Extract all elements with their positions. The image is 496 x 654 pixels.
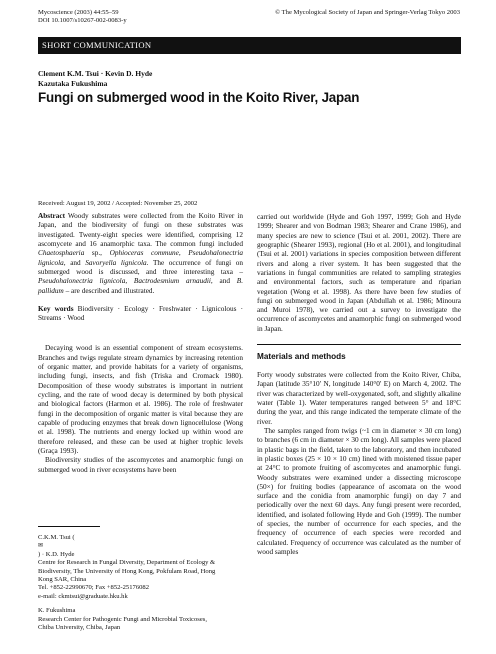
author-name: C.K.M. Tsui ( [38,534,75,541]
intro-paragraph-1: Decaying wood is an essential component of stream ecosystems. Branches and twigs regulate stream dynamics by increasing retention of organic matter, and provide habitats for a variety of organisms, including fungi, insects, and fish (Triska and Cromack 1980). Decomposition of these woody substrates is important in nutrient cycling, and the rate of wood decay is determined by both physical and biological factors (Harmon et al. 1986). The role of freshwater fungi in the decomposition of organic matter is vital because they are capable of producing enzymes that break down lignocellulose (Wong et al. 1998). The nutrients and energy locked up within wood are therefore released, and these can be used at higher trophic levels (Graça 1993). [38,344,243,455]
taxon-name: Ophioceras commune [109,249,179,258]
article-title: Fungi on submerged wood in the Koito River, Japan [38,90,360,105]
abstract-text: , and [210,277,237,286]
author-name: ) · K.D. Hyde [38,550,75,558]
section-divider [257,344,461,345]
publisher-line: © The Mycological Society of Japan and Springer-Verlag Tokyo 2003 [275,9,460,16]
abstract-text: , [178,249,189,258]
journal-citation [38,9,127,26]
affiliation-1-line: Kong SAR, China [38,576,87,584]
intro-continued: carried out worldwide (Hyde and Goh 1997, 1999; Goh and Hyde 1999; Shearer and von Bodman 1983; Shearer and Crane 1986), and many species are new to science (Tsui et al. 2001, 2002). There are geographic (Shearer 1993), regional (Ho et al. 2001), and longitudinal (Tsui et al. 2001) variations in species composition between different rivers and along a river system. It has been suggested that the variations in fungal communities are related to sampling strategies and environmental factors, such as temperature and riparian vegetation (Wong et al. 1998). As there have been few studies of fungi on submerged wood in Japan (Abdullah et al. 1986; Minoura and Muroi 1978), we carried out a survey to investigate the occurrence of ascomycetes and anamorphic fungi on submerged wood in Japan. [257,213,462,333]
intro-paragraph-2: Biodiversity studies of the ascomycetes and anamorphic fungi on submerged wood in river ecosystems have been [38,456,243,474]
abstract [38,212,243,296]
taxon-name: Chaetosphaeria [38,249,85,258]
taxon-name: Bactrodesmium arnaudii [133,277,211,286]
methods-heading: Materials and methods [257,352,346,362]
taxon-name: Pseudohalonectria lignicola [38,277,126,286]
keywords [38,305,243,324]
left-column [38,212,243,475]
keywords-label: Key words [38,304,74,313]
doi: DOI 10.1007/s10267-002-0083-y [38,17,127,25]
abstract-label: Abstract [38,212,65,220]
authors-line-2: Kazutaka Fukushima [38,78,108,88]
affiliation-2-name: K. Fukushima [38,607,76,615]
affiliation-2-line: Research Center for Pathogenic Fungi and Microbial Toxicoses, [38,615,207,623]
abstract-text: Woody substrates were collected from the Koito River in Japan, and the biodiversity of fungi on these substrates was investigated. Twenty-eight species were identified, comprising 12 ascomycete and 16 anamorphic taxa. The common fungi included [38,212,243,248]
taxon-name: Pseudohalonectria lignicola [38,249,243,267]
taxon-name: B. pallidum [38,277,244,295]
received-dates: Received: August 19, 2002 / Accepted: November 25, 2002 [38,200,198,207]
affiliation-1-line: Centre for Research in Fungal Diversity, Department of Ecology & [38,559,216,567]
taxon-name: Savoryella lignicola [85,258,147,267]
right-column [257,213,461,557]
affiliation-1-line: Biodiversity, The University of Hong Kong, Pokfulam Road, Hong [38,567,216,575]
keywords-text: Biodiversity · Ecology · Freshwater · Lignicolous · Streams · Wood [38,304,244,323]
envelope-icon: ✉ [38,543,44,550]
author-list [38,69,152,88]
abstract-text: – are described and illustrated. [63,286,155,295]
author-affiliations [38,526,243,632]
abstract-text: , [125,277,134,286]
affiliation-1-name [38,534,243,559]
contact-email: e-mail: ckmtsui@graduate.hku.hk [38,592,128,600]
copyright-notice [275,9,460,17]
abstract-text: , and [63,258,86,267]
abstract-text: sp., [84,249,110,258]
methods-paragraph-2: The samples ranged from twigs (~1 cm in diameter × 30 cm long) to branches (6 cm in diameter × 30 cm long). All samples were placed in plastic bags in the field, taken to the laboratory, and then incubated in plastic boxes (25 × 10 × 10 cm) lined with moistened tissue paper at 24°C to promote fruiting of ascomycetes and anamorphic fungi. Woody substrates were examined under a dissecting microscope (50×) for fruiting bodies (appearance of ascomata on the wood surface and the conidia from anamorphic fungi) on day 7 and periodically over the next 60 days. Any fungi present were recorded, identified, and isolated following Hyde and Goh (1999). The number of species, the number of occurrence for each species, and the frequency of occurrence of each species were recorded and calculated. Frequency of occurrence was calculated as the number of wood samples [257,426,461,556]
affiliation-2-line: Chiba University, Chiba, Japan [38,624,121,632]
section-banner: SHORT COMMUNICATION [38,37,461,54]
contact-phone: Tel. +852-22990670; Fax +852-25176082 [38,584,150,592]
abstract-text: . The occurrence of fungi on submerged wood is discussed, and three interesting taxa – [38,258,244,276]
footnote-rule [38,526,100,527]
journal-issue: Mycoscience (2003) 44:55–59 [38,9,119,16]
methods-paragraph-1: Forty woody substrates were collected from the Koito River, Chiba, Japan (latitude 35°10′ N, longitude 140°0′ E) on March 4, 2002. The river was characterized by well-oxygenated, soft, and slightly alkaline water (Table 1). Water temperatures ranged between 5° and 18°C during the year, and this range indicated the temperate climate of the river. [257,371,461,426]
authors-line-1: Clement K.M. Tsui · Kevin D. Hyde [38,69,153,78]
